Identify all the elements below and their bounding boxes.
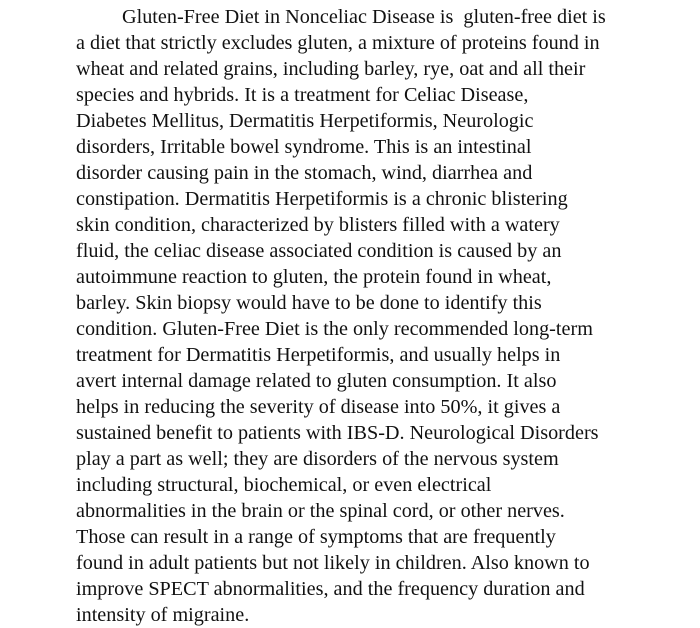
paragraph-line: species and hybrids. It is a treatment for Celiac Disease, xyxy=(76,84,529,106)
paragraph-line: constipation. Dermatitis Herpetiformis is a chronic blistering xyxy=(76,188,568,210)
paragraph-line: barley. Skin biopsy would have to be done to identify this xyxy=(76,292,542,314)
paragraph-line: abnormalities in the brain or the spinal cord, or other nerves. xyxy=(76,500,565,522)
paragraph xyxy=(76,4,606,628)
paragraph-line: skin condition, characterized by blisters filled with a watery xyxy=(76,214,560,236)
paragraph-line: fluid, the celiac disease associated condition is caused by an xyxy=(76,240,562,262)
paragraph-line: a diet that strictly excludes gluten, a mixture of proteins found in xyxy=(76,32,600,54)
paragraph-line: condition. Gluten-Free Diet is the only recommended long-term xyxy=(76,318,593,340)
paragraph-line: including structural, biochemical, or even electrical xyxy=(76,474,492,496)
paragraph-line: disorder causing pain in the stomach, wind, diarrhea and xyxy=(76,162,533,184)
paragraph-line: sustained benefit to patients with IBS-D. Neurological Disorders xyxy=(76,422,599,444)
paragraph-line: found in adult patients but not likely in children. Also known to xyxy=(76,552,590,574)
paragraph-line: intensity of migraine. xyxy=(76,604,250,626)
paragraph-line: disorders, Irritable bowel syndrome. This is an intestinal xyxy=(76,136,532,158)
paragraph-line: avert internal damage related to gluten consumption. It also xyxy=(76,370,557,392)
paragraph-line: helps in reducing the severity of disease into 50%, it gives a xyxy=(76,396,561,418)
paragraph-line: Diabetes Mellitus, Dermatitis Herpetiformis, Neurologic xyxy=(76,110,534,132)
paragraph-line: improve SPECT abnormalities, and the frequency duration and xyxy=(76,578,585,600)
paragraph-line: autoimmune reaction to gluten, the protein found in wheat, xyxy=(76,266,552,288)
paragraph-line: wheat and related grains, including barley, rye, oat and all their xyxy=(76,58,586,80)
paragraph-line: Gluten-Free Diet in Nonceliac Disease is gluten-free diet is xyxy=(122,6,606,28)
paragraph-line: treatment for Dermatitis Herpetiformis, and usually helps in xyxy=(76,344,561,366)
paragraph-line: play a part as well; they are disorders of the nervous system xyxy=(76,448,559,470)
paragraph-line: Those can result in a range of symptoms that are frequently xyxy=(76,526,556,548)
